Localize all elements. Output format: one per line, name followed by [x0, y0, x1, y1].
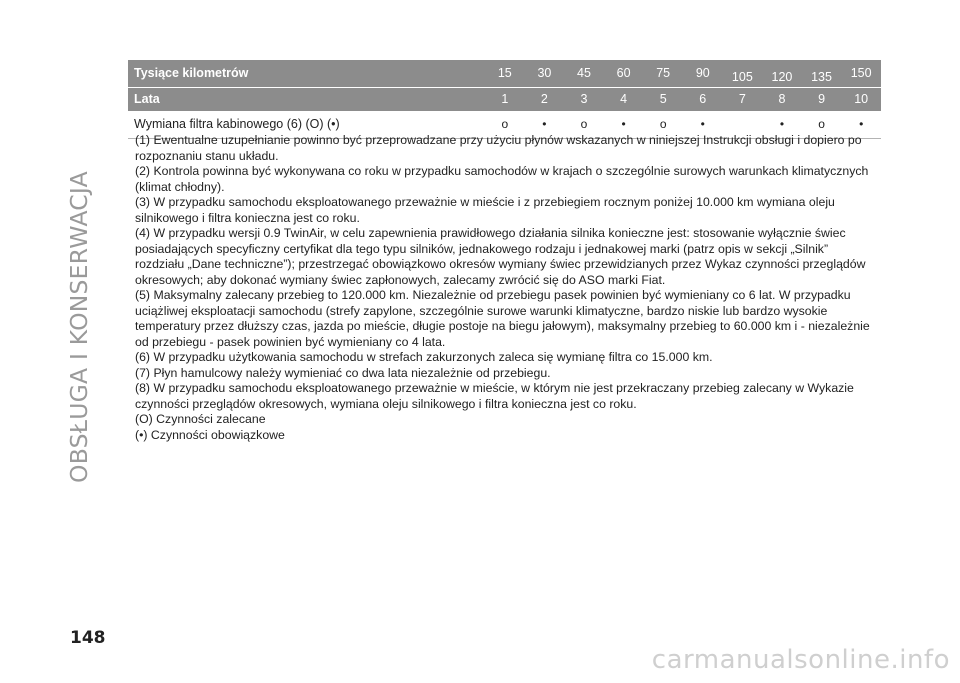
km-value: 75 [656, 66, 671, 81]
operation-mark: • [621, 117, 626, 132]
km-value: 120 [771, 70, 793, 85]
km-value: 150 [850, 66, 872, 81]
operation-mark: o [659, 117, 667, 132]
year-value: 9 [818, 92, 826, 107]
footnote: (5) Maksymalny zalecany przebieg to 120.000 km. Niezależnie od przebiegu pasek powinien być wymieniany co 6 lat. W przypadku uciążliwej eksploatacji samochodu (strefy zapylone, szczególnie surowe warunki klimatyczne, bardzo niskie lub bardzo wysokie temperatury przez dłuższy czas, jazda po mieście, długie postoje na biegu jałowym), maksymalny przebieg to 60.000 km i - niezależnie od przebiegu - pasek powinien być wymieniany co 4 lata. [135, 288, 870, 349]
page-number: 148 [70, 628, 106, 648]
footnote: (7) Płyn hamulcowy należy wymieniać co dwa lata niezależnie od przebiegu. [135, 365, 551, 380]
footnote: (8) W przypadku samochodu eksploatowanego przeważnie w mieście, w którym nie jest przekraczany przebieg zalecany w Wykazie czynności przeglądów okresowych, wymiana oleju silnikowego i filtra konieczna jest co roku. [135, 381, 854, 411]
year-value: 7 [738, 92, 746, 107]
operation-label: Wymiana filtra kabinowego (6) (O) (•) [134, 117, 340, 132]
operation-mark: • [700, 117, 705, 132]
km-value: 90 [695, 66, 710, 81]
year-value: 6 [699, 92, 707, 107]
km-header-row [128, 60, 881, 87]
year-value: 10 [854, 92, 869, 107]
operation-mark: • [779, 117, 785, 132]
maintenance-table [128, 60, 881, 139]
legend-recommended: (O) Czynności zalecane [135, 412, 266, 426]
km-value: 30 [537, 66, 552, 81]
operation-mark: o [818, 117, 825, 132]
footnote: (3) W przypadku samochodu eksploatowanego przeważnie w mieście i z przebiegiem rocznym poniżej 10.000 km wymiana oleju silnikowego i filtra konieczna jest co roku. [135, 195, 835, 225]
km-value: 15 [497, 66, 512, 81]
km-value: 105 [731, 70, 753, 85]
year-value: 2 [540, 92, 548, 107]
years-header-row [128, 87, 881, 111]
year-value: 8 [778, 92, 786, 107]
km-label: Tysiące kilometrów [134, 66, 249, 81]
year-value: 1 [501, 92, 509, 107]
operation-mark: o [580, 117, 588, 132]
years-label: Lata [134, 92, 160, 107]
footnote: (6) W przypadku użytkowania samochodu w strefach zakurzonych zaleca się wymianę filtra co 15.000 km. [135, 350, 713, 364]
year-value: 4 [620, 92, 628, 107]
watermark: carmanualsonline.info [651, 645, 950, 675]
year-value: 3 [580, 92, 588, 107]
km-value: 60 [616, 66, 631, 81]
footnote: (1) Ewentualne uzupełnianie powinno być przeprowadzane przy użyciu płynów wskazanych w niniejszej Instrukcji obsługi i dopiero po rozpoznaniu stanu układu. [135, 133, 862, 163]
km-value: 135 [811, 70, 832, 85]
chapter-side-title: OBSŁUGA I KONSERWACJA [65, 171, 93, 483]
operation-mark: o [501, 117, 509, 132]
footnotes [135, 133, 880, 443]
km-value: 45 [577, 66, 591, 81]
footnote: (2) Kontrola powinna być wykonywana co roku w przypadku samochodów w krajach o szczególnie surowych warunkach klimatycznych (klimat chłodny). [135, 164, 869, 194]
legend-mandatory: (•) Czynności obowiązkowe [135, 427, 285, 442]
year-value: 5 [659, 92, 667, 107]
operation-mark: • [859, 117, 864, 132]
operation-mark: • [542, 117, 547, 132]
footnote: (4) W przypadku wersji 0.9 TwinAir, w celu zapewnienia prawidłowego działania silnika konieczne jest: stosowanie wyłącznie świec posiadających specyficzny certyfikat dla tego typu silników, jednakowego rodzaju i jednakowej marki (patrz opis w sekcji „Silnik” rozdziału „Dane techniczne”); przestrzegać obowiązkowo okresów wymiany świec przewidzianych przez Wykaz czynności przeglądów okresowych; aby dokonać wymiany świec zapłonowych, zalecamy zwrócić się do ASO marki Fiat. [135, 226, 866, 287]
